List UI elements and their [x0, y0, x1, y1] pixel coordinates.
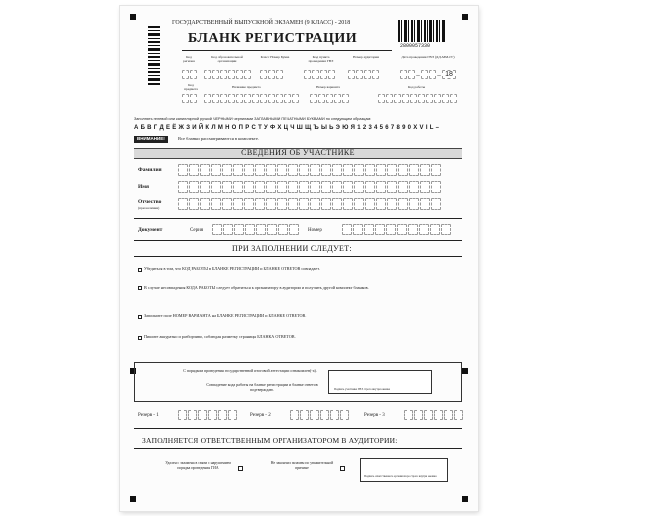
input-cell[interactable]: [189, 164, 199, 176]
exam-title: ГОСУДАРСТВЕННЫЙ ВЫПУСКНОЙ ЭКЗАМЕН (9 КЛАСС) - 2018: [172, 20, 351, 26]
input-cell[interactable]: [376, 164, 386, 176]
input-cell[interactable]: [222, 164, 232, 176]
input-cell[interactable]: [198, 410, 207, 420]
input-cell[interactable]: [434, 410, 443, 420]
attention-text: Все бланки рассматриваются в комплекте.: [178, 136, 260, 141]
input-cell[interactable]: [364, 224, 374, 235]
input-cell[interactable]: [233, 198, 243, 210]
form-title: БЛАНК РЕГИСТРАЦИИ: [188, 31, 358, 46]
input-cell[interactable]: [228, 410, 237, 420]
input-cell[interactable]: [288, 164, 298, 176]
input-cell[interactable]: [223, 224, 233, 235]
input-cell[interactable]: [277, 198, 287, 210]
timing-mark: [462, 14, 468, 20]
procedure-text: С порядком проведения государственной итоговой аттестации ознакомлен(-а).: [183, 368, 317, 373]
input-cell[interactable]: [420, 198, 430, 210]
input-cell[interactable]: [289, 224, 299, 235]
input-cell[interactable]: [200, 164, 210, 176]
input-cell[interactable]: [266, 198, 276, 210]
name-cells[interactable]: [178, 181, 441, 193]
not-finished-text: Не закончил экзамен по уважительной причине: [270, 461, 334, 470]
attention-badge: ВНИМАНИЕ!: [134, 136, 168, 143]
input-cell[interactable]: [343, 198, 353, 210]
input-cell[interactable]: [321, 198, 331, 210]
input-cell[interactable]: [404, 410, 413, 420]
input-cell[interactable]: [189, 181, 199, 193]
class-cells[interactable]: [260, 70, 283, 79]
input-cell[interactable]: [178, 410, 187, 420]
point-code-cells[interactable]: [304, 70, 335, 79]
patronymic-cells[interactable]: [178, 198, 441, 210]
label-work-code: Код работы: [408, 85, 426, 89]
input-cell[interactable]: [321, 181, 331, 193]
removed-text: Удален с экзамена в связи с нарушением порядка проведения ГИА: [165, 461, 231, 470]
input-cell[interactable]: [420, 181, 430, 193]
input-cell[interactable]: [178, 181, 188, 193]
input-cell[interactable]: [353, 224, 363, 235]
input-cell[interactable]: [444, 410, 453, 420]
timing-mark: [130, 496, 136, 502]
input-cell[interactable]: [343, 181, 353, 193]
input-cell[interactable]: [376, 198, 386, 210]
rules-section-title: ПРИ ЗАПОЛНЕНИИ СЛЕДУЕТ:: [232, 244, 352, 253]
input-cell[interactable]: [320, 410, 329, 420]
patronymic-note: (при наличии): [138, 206, 160, 210]
reserve-3-label: Резерв - 3: [364, 413, 385, 418]
label-subject-code: Код предмета: [184, 83, 198, 91]
input-cell[interactable]: [408, 224, 418, 235]
input-cell[interactable]: [278, 224, 288, 235]
label-variant-number: Номер варианта: [316, 85, 340, 89]
input-cell[interactable]: [387, 164, 397, 176]
input-cell[interactable]: [234, 224, 244, 235]
sample-characters: А Б В Г Д Е Ё Ж З И Й К Л М Н О П Р С Т У Ф Х Ц Ч Ш Щ Ъ Ы Ь Э Ю Я 1 2 3 4 5 6 7 8 9 0 X V I L –: [134, 125, 440, 131]
input-cell[interactable]: [178, 198, 188, 210]
participant-section-title: СВЕДЕНИЯ ОБ УЧАСТНИКЕ: [134, 148, 462, 159]
input-cell[interactable]: [398, 198, 408, 210]
input-cell[interactable]: [441, 224, 451, 235]
surname-cells[interactable]: [178, 164, 441, 176]
reserve-1-cells[interactable]: [178, 410, 237, 420]
input-cell[interactable]: [299, 181, 309, 193]
input-cell[interactable]: [386, 224, 396, 235]
input-cell[interactable]: [354, 164, 364, 176]
timing-mark: [462, 496, 468, 502]
input-cell[interactable]: [222, 181, 232, 193]
label-subject-name: Название предмета: [232, 85, 261, 89]
input-cell[interactable]: [290, 410, 299, 420]
rule-item: Заполните поле НОМЕР ВАРИАНТА на БЛАНКЕ РЕГИСТРАЦИИ и БЛАНКЕ ОТВЕТОВ.: [144, 313, 307, 318]
input-cell[interactable]: [376, 181, 386, 193]
input-cell[interactable]: [419, 224, 429, 235]
input-cell[interactable]: [208, 410, 217, 420]
input-cell[interactable]: [387, 181, 397, 193]
document-series-cells[interactable]: [212, 224, 299, 235]
input-cell[interactable]: [200, 198, 210, 210]
input-cell[interactable]: [255, 198, 265, 210]
rule-checkbox: [138, 315, 142, 319]
input-cell[interactable]: [178, 164, 188, 176]
label-org-code: Код образовательной организации: [211, 55, 243, 63]
input-cell[interactable]: [244, 198, 254, 210]
input-cell[interactable]: [409, 181, 419, 193]
reserve-3-cells[interactable]: [404, 410, 463, 420]
input-cell[interactable]: [332, 164, 342, 176]
input-cell[interactable]: [354, 181, 364, 193]
rule-checkbox: [138, 286, 142, 290]
name-label: Имя: [138, 184, 149, 190]
rule-checkbox: [138, 336, 142, 340]
input-cell[interactable]: [245, 224, 255, 235]
reserve-2-label: Резерв - 2: [250, 413, 271, 418]
input-cell[interactable]: [365, 198, 375, 210]
input-cell[interactable]: [310, 410, 319, 420]
input-cell[interactable]: [233, 181, 243, 193]
participant-signature-caption: Подпись участника ГВЭ строго внутри окошка: [334, 388, 391, 391]
input-cell[interactable]: [244, 181, 254, 193]
input-cell[interactable]: [330, 410, 339, 420]
number-label: Номер: [308, 228, 322, 233]
input-cell[interactable]: [387, 198, 397, 210]
input-cell[interactable]: [454, 410, 463, 420]
input-cell[interactable]: [332, 181, 342, 193]
input-cell[interactable]: [332, 198, 342, 210]
input-cell[interactable]: [420, 164, 430, 176]
input-cell[interactable]: [189, 198, 199, 210]
subject-name-cells[interactable]: [204, 94, 299, 103]
input-cell[interactable]: [267, 224, 277, 235]
input-cell[interactable]: [310, 198, 320, 210]
input-cell[interactable]: [354, 198, 364, 210]
input-cell[interactable]: [342, 224, 352, 235]
not-finished-checkbox[interactable]: [340, 466, 345, 471]
input-cell[interactable]: [310, 181, 320, 193]
input-cell[interactable]: [288, 181, 298, 193]
input-cell[interactable]: [212, 224, 222, 235]
label-class: Класс Номер Буква: [260, 55, 290, 59]
org-code-cells[interactable]: [204, 70, 251, 79]
exam-date-year: 18: [442, 70, 456, 79]
input-cell[interactable]: [255, 164, 265, 176]
work-code-cells[interactable]: [378, 94, 457, 103]
input-cell[interactable]: [233, 164, 243, 176]
region-code-cells[interactable]: [182, 70, 197, 79]
input-cell[interactable]: [211, 181, 221, 193]
input-cell[interactable]: [424, 410, 433, 420]
input-cell[interactable]: [222, 198, 232, 210]
patronymic-label: Отчество: [138, 199, 162, 205]
reserve-2-cells[interactable]: [290, 410, 349, 420]
label-point-code: Код пункта проведения ГВЭ: [308, 55, 334, 63]
input-cell[interactable]: [343, 164, 353, 176]
input-cell[interactable]: [244, 164, 254, 176]
subject-code-cells[interactable]: [182, 94, 197, 103]
input-cell[interactable]: [277, 181, 287, 193]
input-cell[interactable]: [414, 410, 423, 420]
input-cell[interactable]: [211, 164, 221, 176]
input-cell[interactable]: [365, 181, 375, 193]
rule-item: В случае несовпадения КОДА РАБОТЫ следует обратиться к организатору в аудитории и получить другой комплект бланков.: [144, 285, 369, 290]
input-cell[interactable]: [256, 224, 266, 235]
input-cell[interactable]: [321, 164, 331, 176]
input-cell[interactable]: [310, 164, 320, 176]
input-cell[interactable]: [431, 181, 441, 193]
input-cell[interactable]: [299, 164, 309, 176]
input-cell[interactable]: [266, 164, 276, 176]
registration-form-sheet: [120, 6, 478, 511]
timing-mark: [462, 368, 468, 374]
fill-rule-text: Заполнять гелевой или капиллярной ручкой ЧЕРНЫМИ чернилами ЗАГЛАВНЫМИ ПЕЧАТНЫМИ БУКВАМИ по следующим образцам:: [134, 117, 372, 121]
input-cell[interactable]: [299, 198, 309, 210]
input-cell[interactable]: [430, 224, 440, 235]
input-cell[interactable]: [431, 164, 441, 176]
reserve-1-label: Резерв - 1: [138, 413, 159, 418]
input-cell[interactable]: [409, 164, 419, 176]
room-number-cells[interactable]: [348, 70, 379, 79]
removed-checkbox[interactable]: [238, 466, 243, 471]
organizer-signature-caption: Подпись ответственного организатора строго внутри окошка: [364, 475, 437, 478]
organizer-section-title: ЗАПОЛНЯЕТСЯ ОТВЕТСТВЕННЫМ ОРГАНИЗАТОРОМ В АУДИТОРИИ:: [142, 436, 398, 445]
input-cell[interactable]: [255, 181, 265, 193]
series-label: Серия: [190, 228, 204, 233]
input-cell[interactable]: [277, 164, 287, 176]
input-cell[interactable]: [375, 224, 385, 235]
rule-checkbox: [138, 268, 142, 272]
label-room-number: Номер аудитории: [353, 55, 379, 59]
match-text: Совпадение кода работы на бланке регистрации и бланке ответов подтверждаю.: [206, 382, 318, 392]
input-cell[interactable]: [188, 410, 197, 420]
input-cell[interactable]: [288, 198, 298, 210]
input-cell[interactable]: [397, 224, 407, 235]
input-cell[interactable]: [398, 181, 408, 193]
label-region-code: Код региона: [183, 55, 195, 63]
label-exam-date: Дата проведения ГВЭ (ДД-ММ-ГГ): [401, 55, 455, 59]
input-cell[interactable]: [409, 198, 419, 210]
input-cell[interactable]: [365, 164, 375, 176]
surname-label: Фамилия: [138, 167, 162, 173]
input-cell[interactable]: [200, 181, 210, 193]
barcode-number: 2800057330: [400, 43, 431, 49]
vertical-barcode-icon: [148, 26, 160, 86]
barcode-icon: [398, 20, 446, 42]
input-cell[interactable]: [300, 410, 309, 420]
input-cell[interactable]: [340, 410, 349, 420]
input-cell[interactable]: [266, 181, 276, 193]
rule-item: Убедиться в том, что КОД РАБОТЫ в БЛАНКЕ РЕГИСТРАЦИИ и БЛАНКЕ ОТВЕТОВ совпадает.: [144, 266, 320, 271]
document-label: Документ: [138, 227, 163, 233]
input-cell[interactable]: [218, 410, 227, 420]
variant-number-cells[interactable]: [310, 94, 349, 103]
input-cell[interactable]: [431, 198, 441, 210]
input-cell[interactable]: [211, 198, 221, 210]
timing-mark: [130, 14, 136, 20]
exam-date-cells[interactable]: – – 18: [400, 70, 456, 79]
input-cell[interactable]: [398, 164, 408, 176]
document-number-cells[interactable]: [342, 224, 451, 235]
rule-item: Пишите аккуратно и разборчиво, соблюдая разметку страницы БЛАНКА ОТВЕТОВ.: [144, 334, 296, 339]
